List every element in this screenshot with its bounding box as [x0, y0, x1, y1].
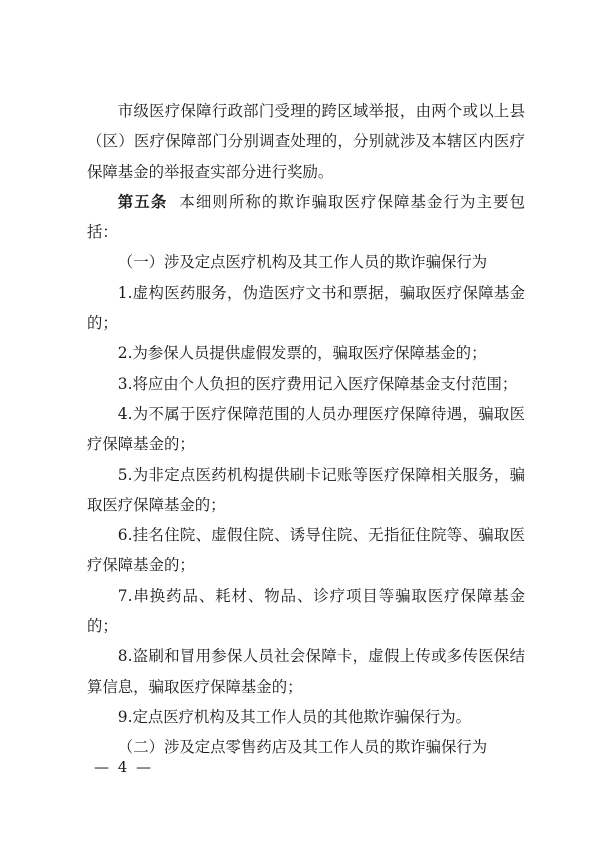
list-item: 6.挂名住院、虚假住院、诱导住院、无指征住院等、骗取医疗保障基金的； — [87, 526, 525, 575]
article-paragraph: 第五条 本细则所称的欺诈骗取医疗保障基金行为主要包括： — [87, 192, 525, 242]
list-item: 9.定点医疗机构及其工作人员的其他欺诈骗保行为。 — [117, 707, 472, 726]
list-item: 1.虚构医药服务，伪造医疗文书和票据，骗取医疗保障基金的； — [87, 283, 525, 333]
list-item: 8.盗刷和冒用参保人员社会保障卡，虚假上传或多传医保结算信息，骗取医疗保障基金的； — [87, 647, 525, 696]
section-heading: （二）涉及定点零售药店及其工作人员的欺诈骗保行为 — [117, 738, 488, 757]
list-item: 2.为参保人员提供虚假发票的，骗取医疗保障基金的； — [117, 344, 487, 363]
paragraph: 市级医疗保障行政部门受理的跨区域举报，由两个或以上县（区）医疗保障部门分别调查处理的，分别就涉及本辖区内医疗保障基金的举报查实部分进行奖励。 — [87, 102, 525, 181]
list-item: 7.串换药品、耗材、物品、诊疗项目等骗取医疗保障基金的； — [87, 586, 525, 636]
document-body — [87, 96, 525, 763]
section-heading: （一）涉及定点医疗机构及其工作人员的欺诈骗保行为 — [117, 253, 488, 272]
list-item: 4.为不属于医疗保障范围的人员办理医疗保障待遇，骗取医疗保障基金的； — [87, 404, 525, 454]
list-item: 3.将应由个人负担的医疗费用记入医疗保障基金支付范围； — [117, 374, 518, 393]
page-number: — 4 — — [94, 758, 154, 776]
article-heading: 第五条 — [117, 192, 168, 211]
list-item: 5.为非定点医药机构提供刷卡记账等医疗保障相关服务，骗取医疗保障基金的； — [87, 465, 525, 514]
